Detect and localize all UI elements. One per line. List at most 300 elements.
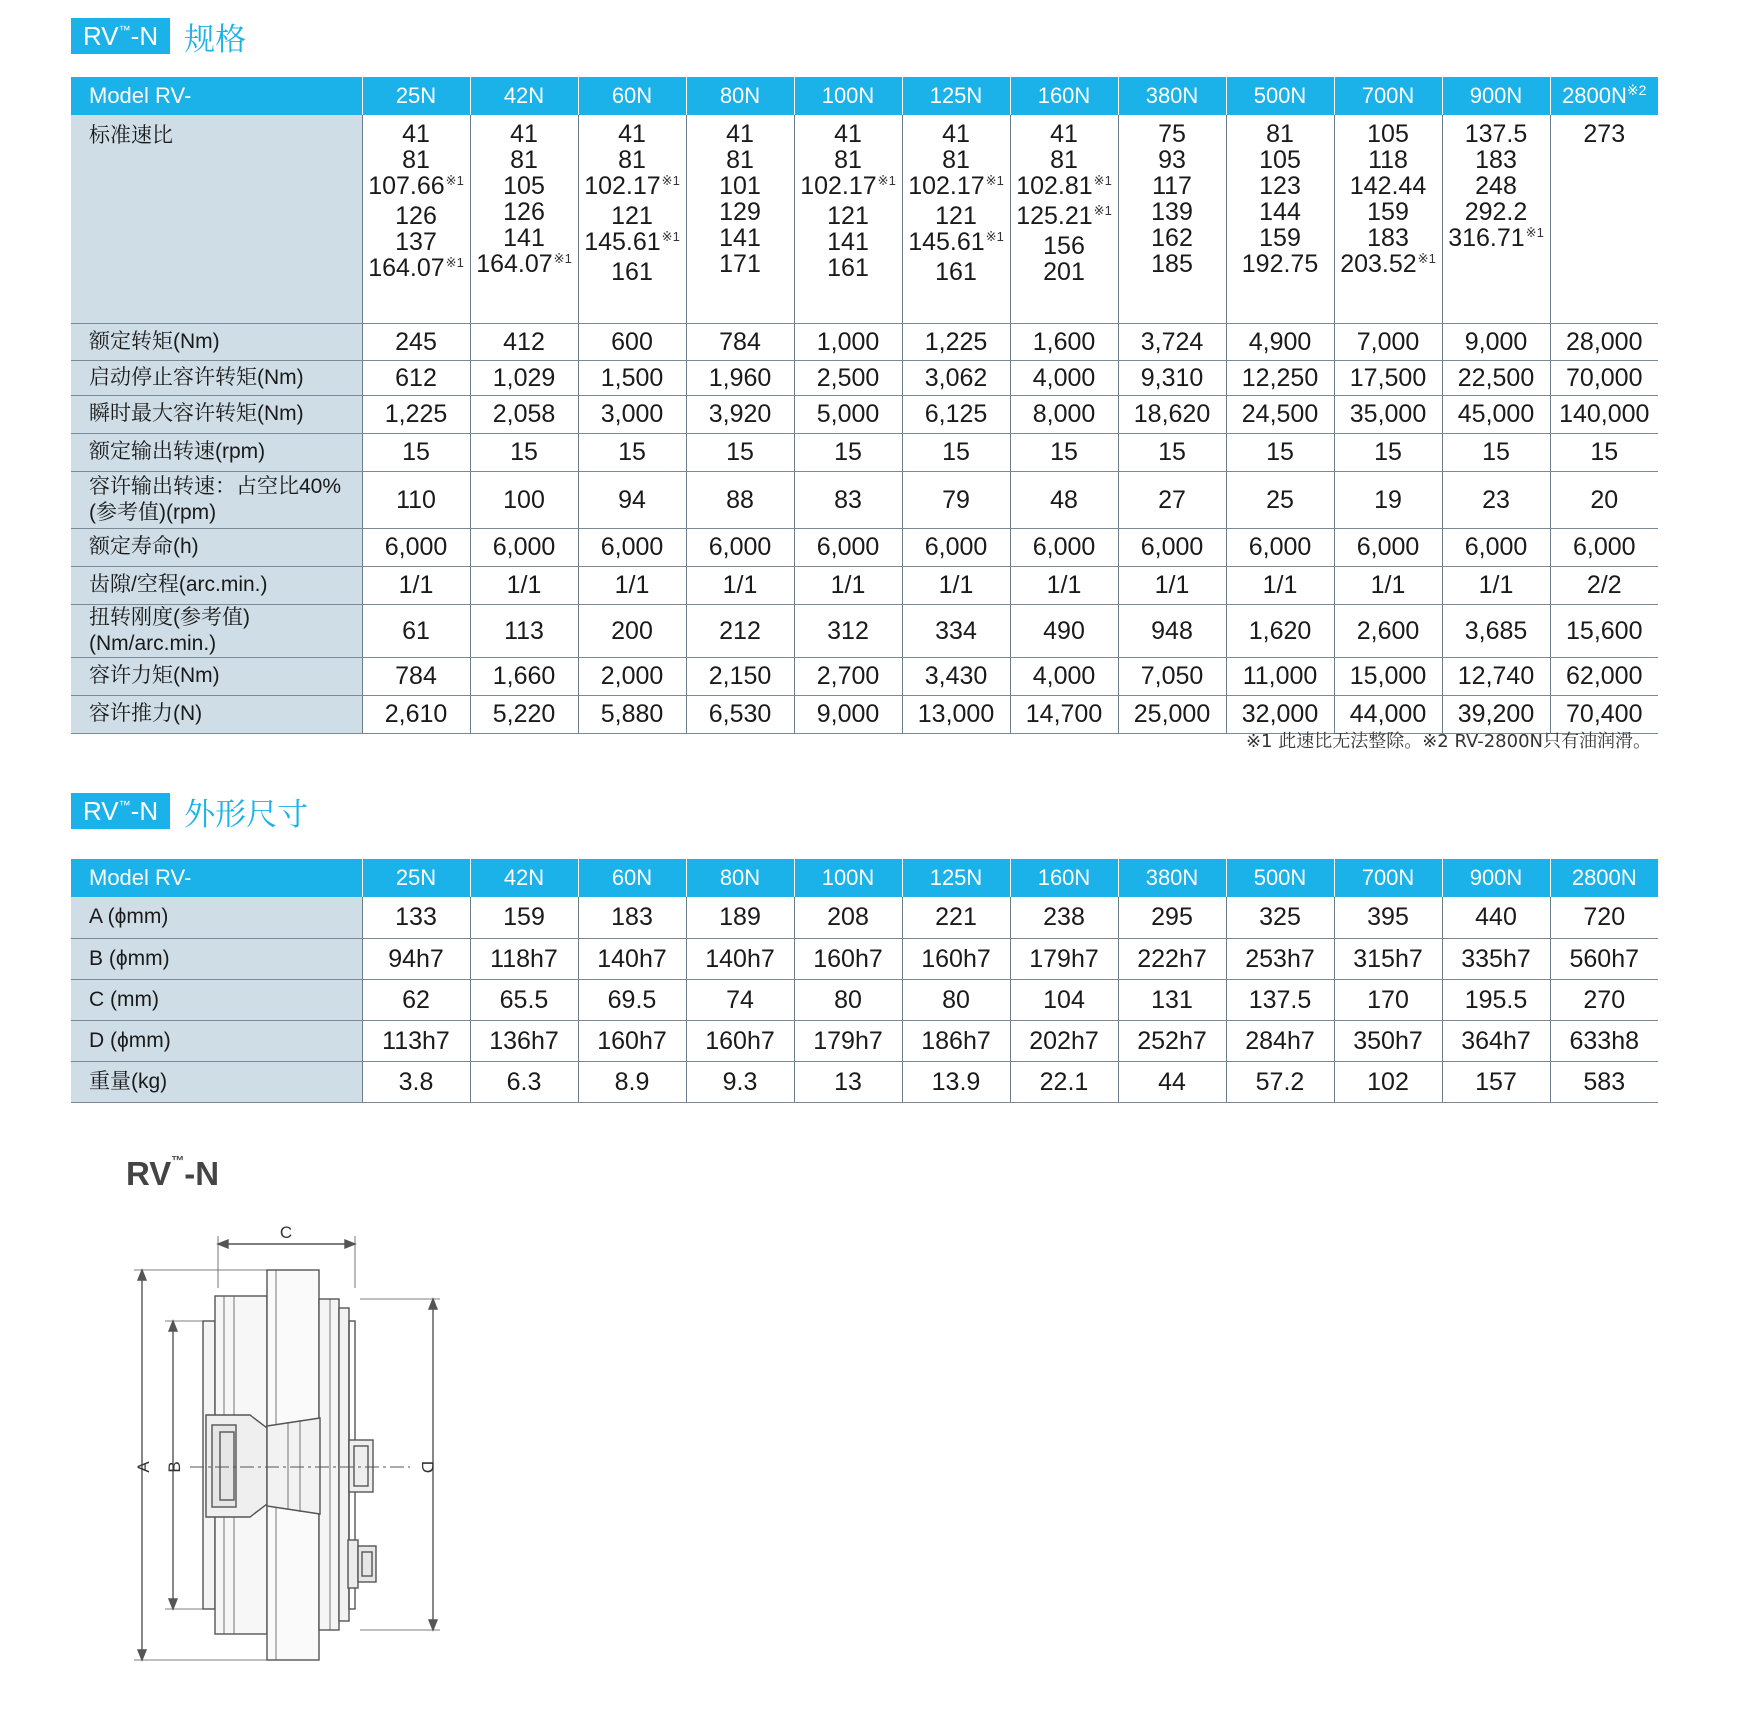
ratio-value-line xyxy=(1443,225,1550,255)
dim-cell: 140h7 xyxy=(578,938,686,979)
spec-cell: 15,000 xyxy=(1334,657,1442,695)
ratio-value: 41 xyxy=(726,120,754,148)
spec-cell: 334 xyxy=(902,604,1010,657)
model-header-160N xyxy=(1010,77,1118,115)
dim-cell: 44 xyxy=(1118,1061,1226,1102)
ratio-value: 161 xyxy=(827,254,869,282)
model-name: 80N xyxy=(719,83,761,108)
row-label-line: 扭转刚度(参考值)(Nm/arc.min.) xyxy=(89,605,250,655)
row-label xyxy=(71,528,362,566)
dim-cell: 364h7 xyxy=(1442,1020,1550,1061)
spec-cell: 6,000 xyxy=(470,528,578,566)
spec-cell: 200 xyxy=(578,604,686,657)
spec-cell: 6,000 xyxy=(1226,528,1334,566)
model-header-25N: 25N xyxy=(362,859,470,897)
spec-cell: 113 xyxy=(470,604,578,657)
ratio-value: 75 xyxy=(1158,120,1186,148)
ratio-cell xyxy=(1118,115,1226,323)
model-header-125N: 125N xyxy=(902,859,1010,897)
spec-cell: 15 xyxy=(1010,433,1118,471)
spec-cell: 490 xyxy=(1010,604,1118,657)
dim-title-text: 外形尺寸 xyxy=(184,796,309,833)
spec-cell: 22,500 xyxy=(1442,360,1550,395)
ratio-value-line xyxy=(363,255,470,285)
dim-cell: 295 xyxy=(1118,897,1226,938)
ratio-value-line xyxy=(1443,199,1550,225)
note-mark: ※2 xyxy=(1626,82,1647,98)
dim-cell: 160h7 xyxy=(686,1020,794,1061)
ratio-value: 81 xyxy=(726,146,754,174)
spec-cell: 412 xyxy=(470,323,578,360)
dim-row xyxy=(71,1020,1658,1061)
ratio-value: 162 xyxy=(1151,224,1193,252)
note-mark: ※1 xyxy=(1093,173,1112,188)
ratio-value: 41 xyxy=(618,120,646,148)
dim-cell: 57.2 xyxy=(1226,1061,1334,1102)
ratio-value-line xyxy=(579,147,686,173)
label-c: C xyxy=(279,1223,293,1242)
ratio-value-line xyxy=(795,173,902,203)
ratio-value: 145.61 xyxy=(908,228,985,256)
dim-cell: 6.3 xyxy=(470,1061,578,1102)
spec-cell: 23 xyxy=(1442,471,1550,528)
spec-cell: 312 xyxy=(794,604,902,657)
ratio-value-line xyxy=(471,173,578,199)
ratio-value-line xyxy=(1335,121,1442,147)
model-name: 125N xyxy=(929,83,983,108)
ratio-cell xyxy=(686,115,794,323)
badge-tm: ™ xyxy=(118,23,131,37)
spec-cell: 24,500 xyxy=(1226,395,1334,433)
spec-cell: 6,000 xyxy=(1550,528,1658,566)
ratio-value: 102.81 xyxy=(1016,172,1093,200)
ratio-value-line xyxy=(1443,173,1550,199)
spec-cell: 3,000 xyxy=(578,395,686,433)
row-label xyxy=(71,471,362,528)
spec-row xyxy=(71,471,1658,528)
model-header-700N xyxy=(1334,77,1442,115)
dim-cell: 183 xyxy=(578,897,686,938)
row-label xyxy=(71,566,362,604)
row-label-line: 额定寿命(h) xyxy=(89,535,199,558)
spec-cell: 6,000 xyxy=(1010,528,1118,566)
ratio-value: 141 xyxy=(503,224,545,252)
spec-cell: 79 xyxy=(902,471,1010,528)
spec-row xyxy=(71,360,1658,395)
note-mark: ※1 xyxy=(1525,225,1544,240)
spec-cell: 6,000 xyxy=(902,528,1010,566)
dim-cell: 186h7 xyxy=(902,1020,1010,1061)
ratio-value: 156 xyxy=(1043,232,1085,260)
row-label: A (ϕmm) xyxy=(71,897,362,938)
ratio-value-line xyxy=(687,147,794,173)
spec-cell: 1/1 xyxy=(902,566,1010,604)
spec-cell: 1,225 xyxy=(902,323,1010,360)
ratio-row xyxy=(71,115,1658,323)
spec-cell: 6,000 xyxy=(362,528,470,566)
spec-cell: 9,000 xyxy=(1442,323,1550,360)
ratio-value: 141 xyxy=(719,224,761,252)
spec-cell: 15 xyxy=(578,433,686,471)
diagram-title-text: RV xyxy=(126,1155,172,1192)
spec-cell: 6,000 xyxy=(794,528,902,566)
ratio-value-line xyxy=(579,203,686,229)
ratio-value: 41 xyxy=(942,120,970,148)
model-name: 100N xyxy=(821,83,875,108)
model-name: 160N xyxy=(1037,83,1091,108)
ratio-value-line xyxy=(1227,225,1334,251)
dim-cell: 720 xyxy=(1550,897,1658,938)
spec-cell: 15 xyxy=(902,433,1010,471)
ratio-value: 273 xyxy=(1583,120,1626,148)
ratio-value: 141 xyxy=(827,228,869,256)
ratio-value-line xyxy=(687,225,794,251)
dim-cell: 222h7 xyxy=(1118,938,1226,979)
ratio-value: 125.21 xyxy=(1016,202,1093,230)
spec-cell: 15 xyxy=(1442,433,1550,471)
spec-cell: 612 xyxy=(362,360,470,395)
ratio-cell xyxy=(1226,115,1334,323)
spec-cell: 2,700 xyxy=(794,657,902,695)
row-label-line: 容许推力(N) xyxy=(89,702,203,725)
note-mark: ※1 xyxy=(985,229,1004,244)
ratio-value: 137 xyxy=(395,228,437,256)
spec-cell: 3,920 xyxy=(686,395,794,433)
spec-cell: 8,000 xyxy=(1010,395,1118,433)
diagram-title xyxy=(126,1155,219,1193)
ratio-cell xyxy=(1334,115,1442,323)
dim-cell: 350h7 xyxy=(1334,1020,1442,1061)
dim-cell: 238 xyxy=(1010,897,1118,938)
ratio-value: 81 xyxy=(1266,120,1294,148)
spec-cell: 1/1 xyxy=(1334,566,1442,604)
spec-table xyxy=(71,77,1658,734)
spec-cell: 1/1 xyxy=(686,566,794,604)
spec-cell: 2,000 xyxy=(578,657,686,695)
ratio-value: 102.17 xyxy=(908,172,985,200)
model-header-125N xyxy=(902,77,1010,115)
spec-cell: 25 xyxy=(1226,471,1334,528)
spec-cell: 4,000 xyxy=(1010,657,1118,695)
dim-cell: 440 xyxy=(1442,897,1550,938)
ratio-value: 41 xyxy=(402,120,430,148)
ratio-value: 161 xyxy=(611,258,653,286)
ratio-cell xyxy=(1010,115,1118,323)
note-mark: ※1 xyxy=(1093,203,1112,218)
spec-cell: 5,880 xyxy=(578,695,686,733)
ratio-value: 118 xyxy=(1368,146,1408,174)
ratio-value-line xyxy=(1011,233,1118,259)
ratio-value: 81 xyxy=(618,146,646,174)
dim-row xyxy=(71,979,1658,1020)
spec-cell: 61 xyxy=(362,604,470,657)
ratio-value-line xyxy=(471,121,578,147)
row-label xyxy=(71,433,362,471)
model-header-900N xyxy=(1442,77,1550,115)
ratio-value-line xyxy=(1227,173,1334,199)
model-name: 900N xyxy=(1469,83,1523,108)
spec-cell: 6,000 xyxy=(686,528,794,566)
ratio-cell xyxy=(1550,115,1658,323)
dim-cell: 252h7 xyxy=(1118,1020,1226,1061)
ratio-value: 192.75 xyxy=(1241,250,1319,278)
dim-cell: 80 xyxy=(902,979,1010,1020)
ratio-value-line xyxy=(579,259,686,285)
note-mark: ※1 xyxy=(1417,251,1436,266)
ratio-value-line xyxy=(1119,251,1226,277)
model-header-500N xyxy=(1226,77,1334,115)
ratio-value-line xyxy=(1227,147,1334,173)
ratio-value-line xyxy=(471,147,578,173)
model-name: 60N xyxy=(611,83,653,108)
dim-cell: 3.8 xyxy=(362,1061,470,1102)
spec-row xyxy=(71,433,1658,471)
spec-cell: 12,250 xyxy=(1226,360,1334,395)
ratio-value-line xyxy=(579,121,686,147)
dim-cell: 195.5 xyxy=(1442,979,1550,1020)
model-header-2800N: 2800N xyxy=(1550,859,1658,897)
diagram-title-suffix: -N xyxy=(184,1155,220,1192)
ratio-value-line xyxy=(687,251,794,277)
ratio-value-line xyxy=(687,173,794,199)
spec-cell: 6,000 xyxy=(1334,528,1442,566)
row-label-line: (参考值)(rpm) xyxy=(89,500,217,524)
row-label-line: 齿隙/空程(arc.min.) xyxy=(89,573,268,596)
note-mark: ※1 xyxy=(445,173,464,188)
spec-cell: 1,960 xyxy=(686,360,794,395)
spec-cell: 2,150 xyxy=(686,657,794,695)
ratio-value-line xyxy=(903,203,1010,229)
spec-cell: 3,724 xyxy=(1118,323,1226,360)
spec-cell: 62,000 xyxy=(1550,657,1658,695)
dim-cell: 160h7 xyxy=(902,938,1010,979)
ratio-value-line xyxy=(1335,199,1442,225)
ratio-value: 121 xyxy=(827,202,869,230)
ratio-value-line xyxy=(579,229,686,259)
dim-cell: 140h7 xyxy=(686,938,794,979)
ratio-value-line xyxy=(471,199,578,225)
ratio-cell xyxy=(362,115,470,323)
dim-cell: 160h7 xyxy=(794,938,902,979)
ratio-value-line xyxy=(579,173,686,203)
label-a: A xyxy=(134,1461,153,1473)
spec-row xyxy=(71,395,1658,433)
dim-cell: 202h7 xyxy=(1010,1020,1118,1061)
spec-cell: 15 xyxy=(362,433,470,471)
ratio-value-line xyxy=(903,229,1010,259)
spec-cell: 1,500 xyxy=(578,360,686,395)
ratio-value: 145.61 xyxy=(584,228,661,256)
model-header-500N: 500N xyxy=(1226,859,1334,897)
spec-cell: 15 xyxy=(794,433,902,471)
dim-cell: 583 xyxy=(1550,1061,1658,1102)
spec-cell: 1,029 xyxy=(470,360,578,395)
dim-cell: 633h8 xyxy=(1550,1020,1658,1061)
spec-cell: 83 xyxy=(794,471,902,528)
dim-cell: 118h7 xyxy=(470,938,578,979)
spec-cell: 45,000 xyxy=(1442,395,1550,433)
spec-cell: 1/1 xyxy=(1118,566,1226,604)
dim-cell: 335h7 xyxy=(1442,938,1550,979)
dim-cell: 179h7 xyxy=(1010,938,1118,979)
ratio-value: 81 xyxy=(402,146,430,174)
ratio-value-line xyxy=(903,121,1010,147)
dim-cell: 133 xyxy=(362,897,470,938)
spec-table-header xyxy=(71,77,1658,115)
ratio-value-line xyxy=(363,229,470,255)
ratio-value: 201 xyxy=(1043,258,1085,286)
dim-cell: 157 xyxy=(1442,1061,1550,1102)
ratio-value-line xyxy=(1227,121,1334,147)
spec-cell: 20 xyxy=(1550,471,1658,528)
dim-cell: 94h7 xyxy=(362,938,470,979)
dim-table xyxy=(71,859,1658,1103)
note-mark: ※1 xyxy=(553,251,572,266)
spec-cell: 11,000 xyxy=(1226,657,1334,695)
ratio-value-line xyxy=(1011,259,1118,285)
ratio-value-line xyxy=(903,173,1010,203)
spec-cell: 12,740 xyxy=(1442,657,1550,695)
ratio-value-line xyxy=(1119,121,1226,147)
ratio-value: 123 xyxy=(1259,172,1301,200)
row-label: B (ϕmm) xyxy=(71,938,362,979)
spec-cell: 15 xyxy=(686,433,794,471)
spec-cell: 1/1 xyxy=(1010,566,1118,604)
spec-cell: 1/1 xyxy=(362,566,470,604)
dim-title-badge xyxy=(71,793,170,829)
model-header-380N xyxy=(1118,77,1226,115)
ratio-value: 121 xyxy=(611,202,653,230)
model-header-100N xyxy=(794,77,902,115)
ratio-value-line xyxy=(795,121,902,147)
spec-cell: 1/1 xyxy=(1226,566,1334,604)
row-label: C (mm) xyxy=(71,979,362,1020)
dim-cell: 208 xyxy=(794,897,902,938)
spec-cell: 15 xyxy=(470,433,578,471)
ratio-value: 41 xyxy=(1050,120,1078,148)
ratio-value: 105 xyxy=(1367,120,1409,148)
spec-cell: 15 xyxy=(1226,433,1334,471)
dim-cell: 159 xyxy=(470,897,578,938)
spec-cell: 94 xyxy=(578,471,686,528)
dim-row xyxy=(71,938,1658,979)
ratio-value-line xyxy=(1551,121,1659,147)
spec-cell: 15 xyxy=(1550,433,1658,471)
dim-cell: 189 xyxy=(686,897,794,938)
spec-cell: 6,000 xyxy=(578,528,686,566)
ratio-value-line xyxy=(1011,173,1118,203)
dim-cell: 136h7 xyxy=(470,1020,578,1061)
dim-cell: 160h7 xyxy=(578,1020,686,1061)
spec-cell: 4,000 xyxy=(1010,360,1118,395)
ratio-cell xyxy=(1442,115,1550,323)
spec-row xyxy=(71,657,1658,695)
ratio-value-line xyxy=(1227,251,1334,277)
row-label-line: 启动停止容许转矩(Nm) xyxy=(89,365,304,389)
dim-cell: 9.3 xyxy=(686,1061,794,1102)
ratio-value: 81 xyxy=(942,146,970,174)
ratio-value-line xyxy=(795,229,902,255)
spec-cell: 48 xyxy=(1010,471,1118,528)
ratio-value-line xyxy=(1011,147,1118,173)
ratio-value: 105 xyxy=(1259,146,1301,174)
ratio-value: 81 xyxy=(1050,146,1078,174)
badge-tm: ™ xyxy=(118,798,131,812)
badge-text: RV xyxy=(83,795,119,826)
spec-cell: 3,062 xyxy=(902,360,1010,395)
spec-cell: 32,000 xyxy=(1226,695,1334,733)
ratio-cell xyxy=(794,115,902,323)
spec-cell: 1,000 xyxy=(794,323,902,360)
model-header-80N: 80N xyxy=(686,859,794,897)
model-name: 700N xyxy=(1361,83,1415,108)
spec-cell: 17,500 xyxy=(1334,360,1442,395)
ratio-value: 171 xyxy=(719,250,761,278)
dim-cell: 137.5 xyxy=(1226,979,1334,1020)
spec-cell: 1/1 xyxy=(578,566,686,604)
spec-cell: 15 xyxy=(1118,433,1226,471)
diagram-title-tm: ™ xyxy=(171,1153,185,1168)
badge-suffix: -N xyxy=(130,20,159,51)
spec-cell: 948 xyxy=(1118,604,1226,657)
ratio-value: 129 xyxy=(719,198,761,226)
header-model-label: Model RV- xyxy=(71,77,362,115)
ratio-value: 139 xyxy=(1151,198,1193,226)
spec-cell: 1/1 xyxy=(470,566,578,604)
ratio-value-line xyxy=(1443,121,1550,147)
dim-table-header xyxy=(71,859,1658,897)
ratio-value: 126 xyxy=(395,202,437,230)
spec-cell: 6,000 xyxy=(1118,528,1226,566)
ratio-value-line xyxy=(1119,225,1226,251)
model-name: 25N xyxy=(395,83,437,108)
row-label: D (ϕmm) xyxy=(71,1020,362,1061)
ratio-value: 144 xyxy=(1259,198,1301,226)
ratio-value: 121 xyxy=(935,202,977,230)
spec-cell: 3,685 xyxy=(1442,604,1550,657)
ratio-value: 248 xyxy=(1475,172,1517,200)
dim-cell: 315h7 xyxy=(1334,938,1442,979)
ratio-value: 164.07 xyxy=(476,250,553,278)
spec-cell: 1/1 xyxy=(1442,566,1550,604)
dim-section-title xyxy=(71,792,309,833)
ratio-value: 164.07 xyxy=(368,254,445,282)
spec-cell: 39,200 xyxy=(1442,695,1550,733)
ratio-value: 81 xyxy=(834,146,862,174)
row-label-line: 额定输出转速(rpm) xyxy=(89,440,266,463)
spec-cell: 212 xyxy=(686,604,794,657)
spec-cell: 44,000 xyxy=(1334,695,1442,733)
row-label: 重量(kg) xyxy=(71,1061,362,1102)
ratio-value-line xyxy=(471,251,578,281)
row-label xyxy=(71,604,362,657)
ratio-value: 117 xyxy=(1152,172,1192,200)
spec-row xyxy=(71,528,1658,566)
dim-cell: 170 xyxy=(1334,979,1442,1020)
row-label xyxy=(71,360,362,395)
ratio-value: 142.44 xyxy=(1349,172,1427,200)
spec-cell: 9,000 xyxy=(794,695,902,733)
spec-cell: 2,600 xyxy=(1334,604,1442,657)
note-mark: ※1 xyxy=(661,229,680,244)
label-d: D xyxy=(418,1460,437,1474)
rv-n-outline-drawing xyxy=(120,1218,460,1678)
ratio-value: 183 xyxy=(1475,146,1517,174)
spec-cell: 1,660 xyxy=(470,657,578,695)
spec-cell: 15 xyxy=(1334,433,1442,471)
row-label-line: 瞬时最大容许转矩(Nm) xyxy=(89,402,304,425)
note-mark: ※1 xyxy=(877,173,896,188)
